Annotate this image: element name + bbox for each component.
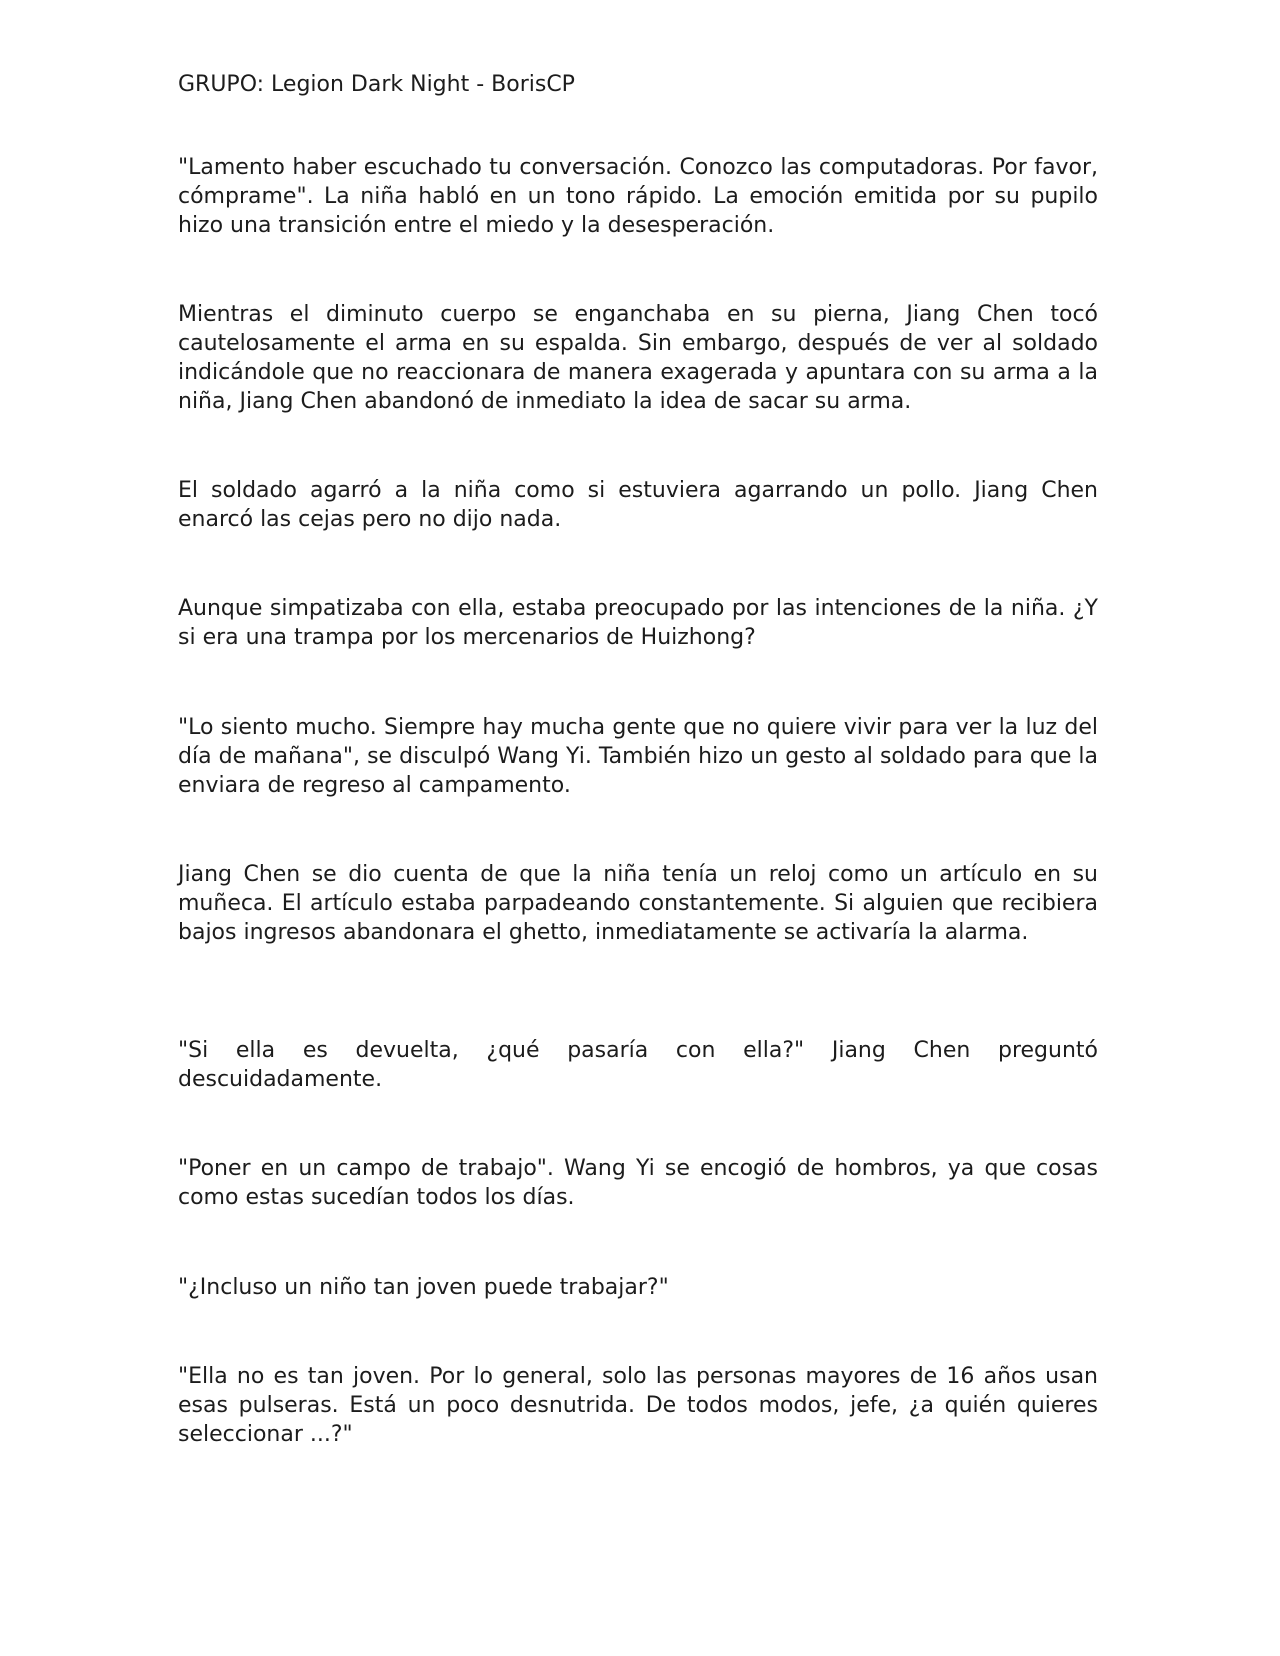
paragraph: El soldado agarró a la niña como si estuviera agarrando un pollo. Jiang Chen enarcó las cejas pero no dijo nada. [178, 478, 1098, 532]
paragraph: "¿Incluso un niño tan joven puede trabajar?" [178, 1275, 669, 1300]
document-header: GRUPO: Legion Dark Night - BorisCP [178, 72, 575, 97]
paragraph: "Poner en un campo de trabajo". Wang Yi se encogió de hombros, ya que cosas como estas sucedían todos los días. [178, 1156, 1098, 1210]
paragraph: Jiang Chen se dio cuenta de que la niña tenía un reloj como un artículo en su muñeca. El artículo estaba parpadeando constantemente. Si alguien que recibiera bajos ingresos abandonara el ghetto, inmediatamente se activaría la alarma. [178, 862, 1098, 945]
paragraph: "Si ella es devuelta, ¿qué pasaría con ella?" Jiang Chen preguntó descuidadamente. [178, 1038, 1098, 1092]
paragraph: "Ella no es tan joven. Por lo general, solo las personas mayores de 16 años usan esas pulseras. Está un poco desnutrida. De todos modos, jefe, ¿a quién quieres seleccionar ...?" [178, 1364, 1098, 1447]
paragraph: "Lamento haber escuchado tu conversación. Conozco las computadoras. Por favor, cómprame". La niña habló en un tono rápido. La emoción emitida por su pupilo hizo una transición entre el miedo y la desesperación. [178, 155, 1098, 238]
paragraph: "Lo siento mucho. Siempre hay mucha gente que no quiere vivir para ver la luz del día de mañana", se disculpó Wang Yi. También hizo un gesto al soldado para que la enviara de regreso al campamento. [178, 715, 1098, 798]
paragraph: Mientras el diminuto cuerpo se enganchaba en su pierna, Jiang Chen tocó cautelosamente el arma en su espalda. Sin embargo, después de ver al soldado indicándole que no reaccionara de manera exagerada y apuntara con su arma a la niña, Jiang Chen abandonó de inmediato la idea de sacar su arma. [178, 302, 1098, 414]
paragraph: Aunque simpatizaba con ella, estaba preocupado por las intenciones de la niña. ¿Y si era una trampa por los mercenarios de Huizhong? [178, 596, 1098, 650]
